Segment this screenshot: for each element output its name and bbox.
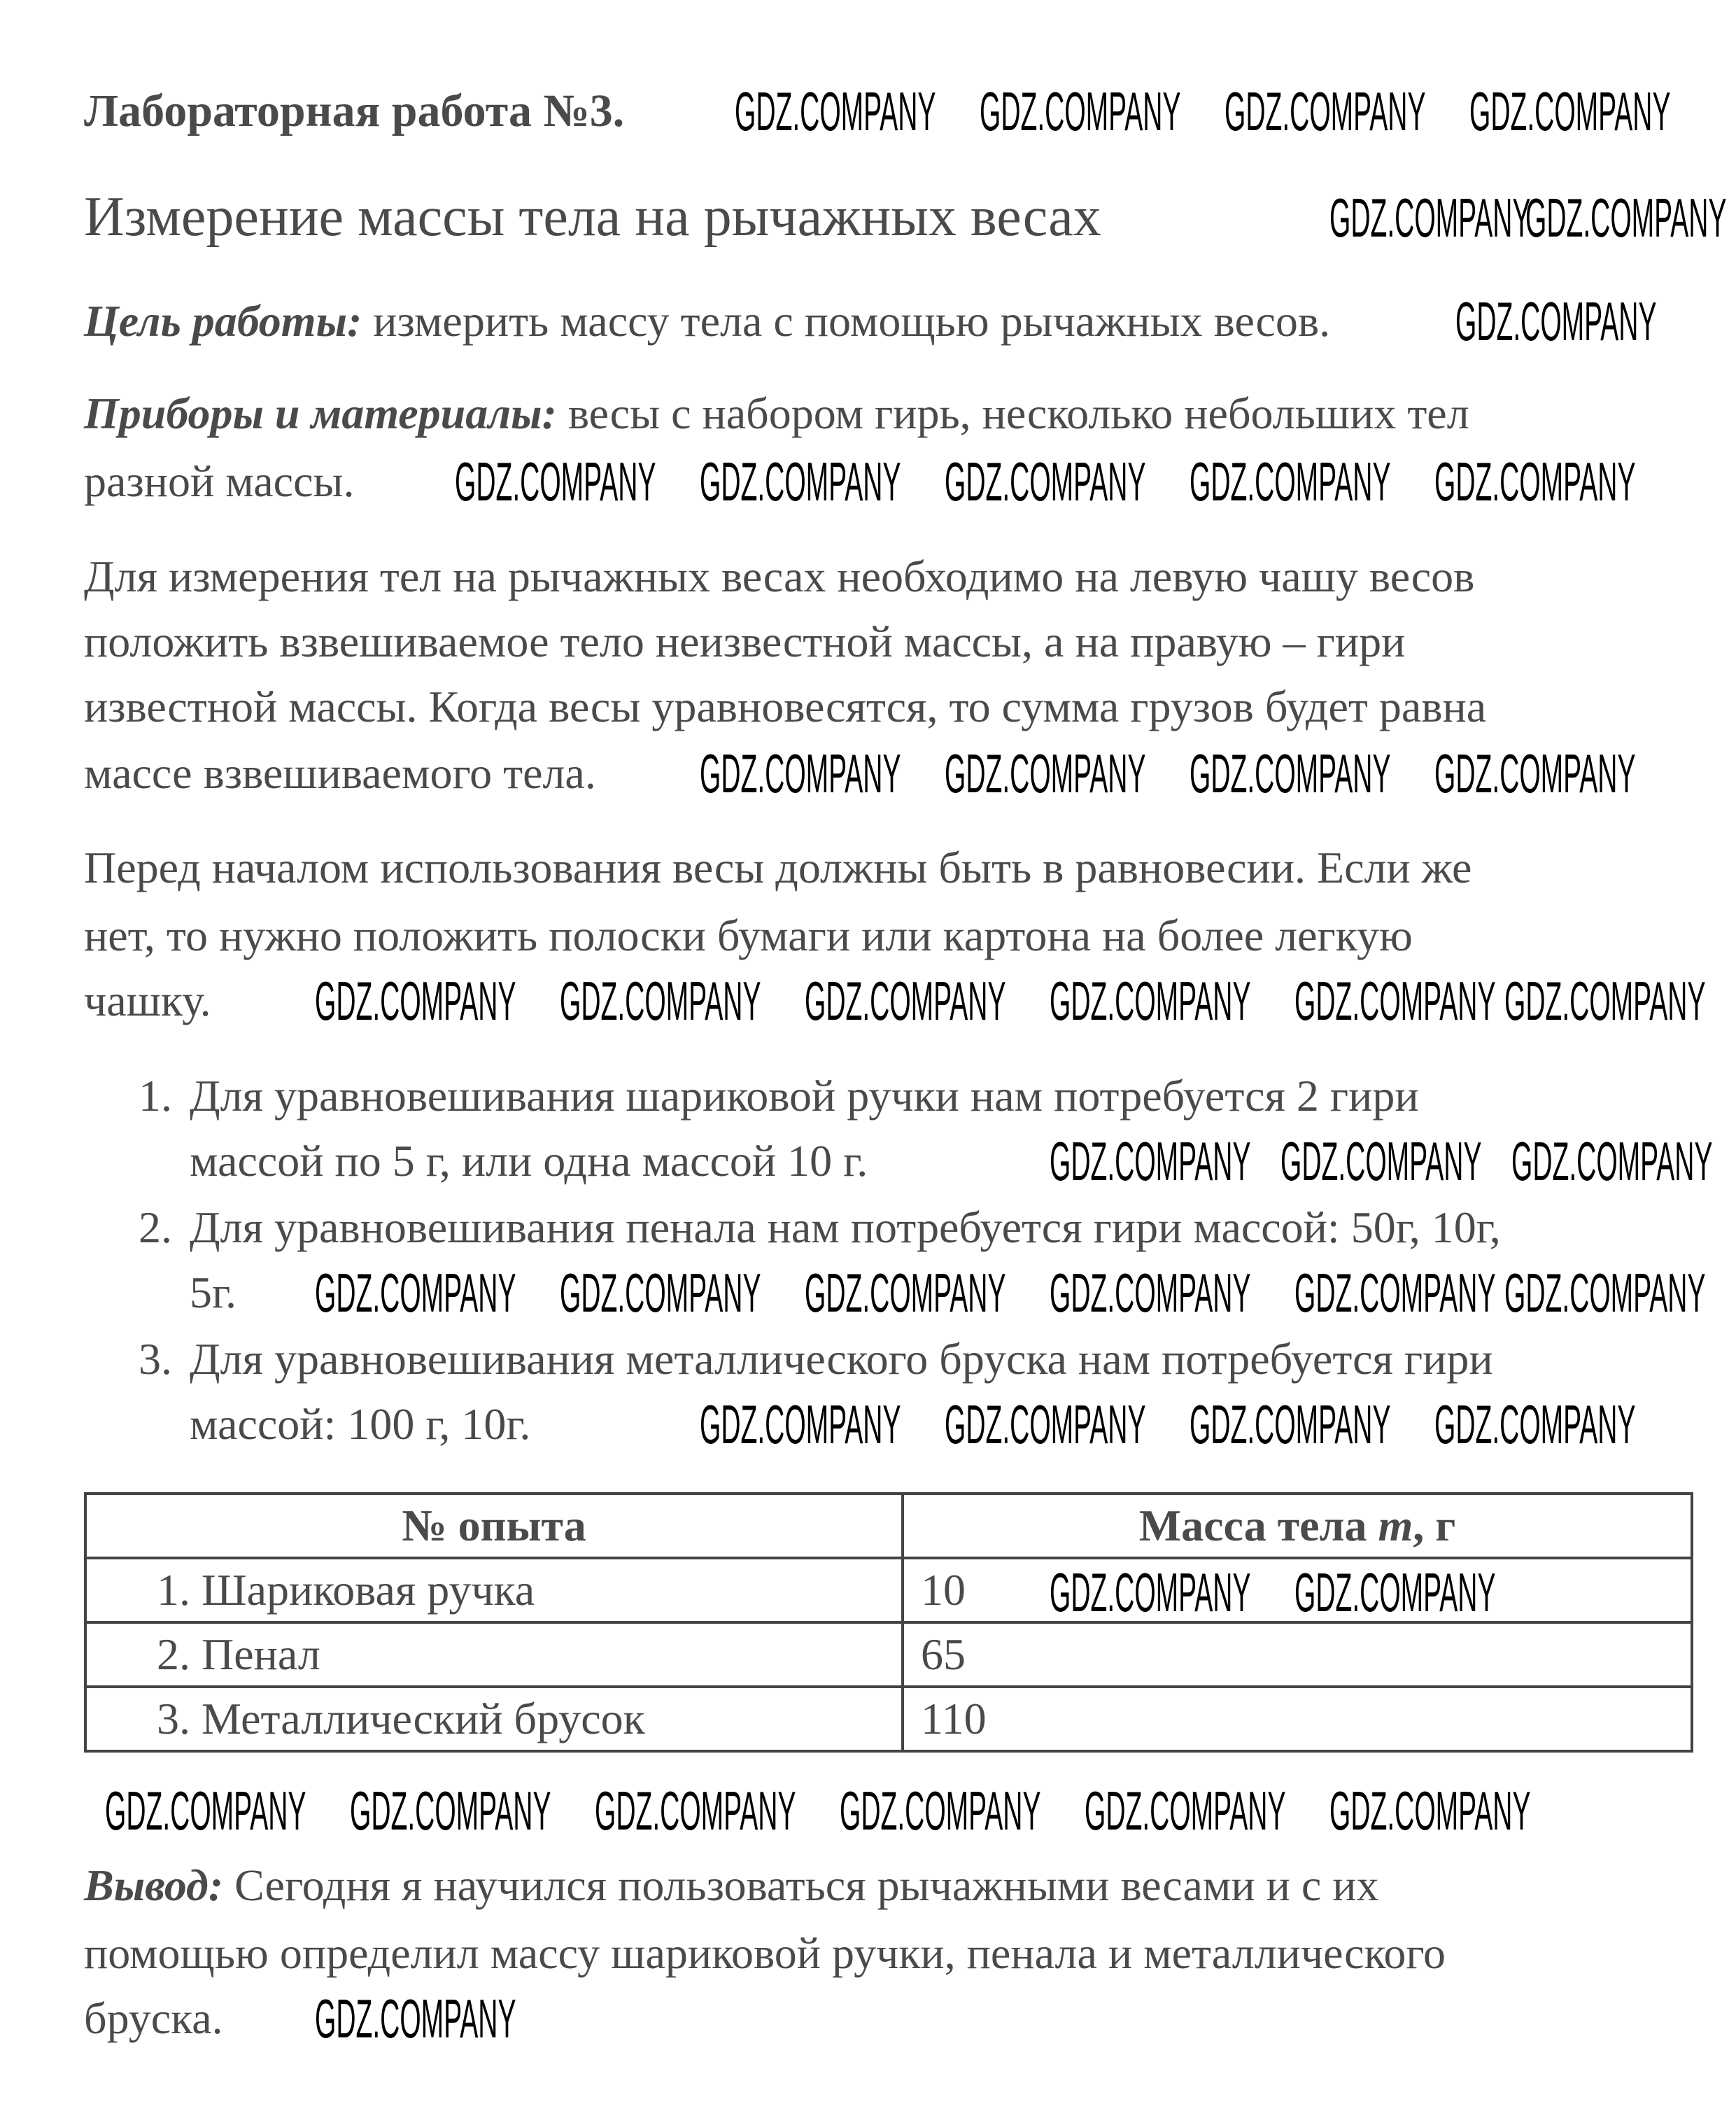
conclusion-cont: бруска. (84, 1993, 223, 2043)
watermark: GDZ.COMPANY (735, 80, 936, 142)
watermark: GDZ.COMPANY (1504, 970, 1706, 1032)
paragraph-line: положить взвешиваемое тело неизвестной массы, а на правую – гири (84, 617, 1406, 666)
watermark: GDZ.COMPANY (1469, 80, 1671, 142)
watermark: GDZ.COMPANY (1504, 1262, 1706, 1324)
header-experiment-no: № опыта (85, 1494, 903, 1558)
conclusion-cont: помощью определил массу шариковой ручки, пенала и металлического (84, 1928, 1446, 1978)
list-number: 2. (139, 1202, 172, 1252)
document-title: Лабораторная работа №3. (84, 85, 625, 136)
watermark: GDZ.COMPANY (1225, 80, 1426, 142)
materials-label: Приборы и материалы: (84, 388, 557, 438)
watermark: GDZ.COMPANY (1434, 743, 1636, 804)
cell-object: 2. Пенал (85, 1622, 903, 1687)
goal-label: Цель работы: (84, 296, 362, 346)
table-row (85, 1687, 1692, 1751)
watermark: GDZ.COMPANY (1434, 1394, 1636, 1455)
watermark: GDZ.COMPANY (700, 743, 901, 804)
watermark: GDZ.COMPANY (1434, 451, 1636, 512)
watermark: GDZ.COMPANY (560, 970, 761, 1032)
materials-text-cont: разной массы. (84, 456, 355, 506)
watermark: GDZ.COMPANY (350, 1780, 551, 1841)
list-number: 1. (139, 1071, 172, 1121)
list-item-cont: массой: 100 г, 10г. (190, 1399, 531, 1449)
watermark: GDZ.COMPANY (1294, 1561, 1496, 1623)
cell-object: 1. Шариковая ручка (85, 1558, 903, 1622)
watermark: GDZ.COMPANY (315, 1262, 516, 1324)
watermark: GDZ.COMPANY (1190, 743, 1391, 804)
conclusion-label: Вывод: (84, 1860, 224, 1910)
watermark: GDZ.COMPANY (805, 1262, 1006, 1324)
watermark: GDZ.COMPANY (1190, 451, 1391, 512)
header-mass-unit: , г (1413, 1501, 1456, 1550)
watermark: GDZ.COMPANY (1525, 187, 1727, 248)
table-row (85, 1622, 1692, 1687)
watermark: GDZ.COMPANY (980, 80, 1181, 142)
watermark: GDZ.COMPANY (945, 451, 1146, 512)
watermark: GDZ.COMPANY (1085, 1780, 1286, 1841)
paragraph-line: нет, то нужно положить полоски бумаги или картона на более легкую (84, 911, 1413, 960)
cell-object: 3. Металлический брусок (85, 1687, 903, 1751)
materials (84, 381, 1469, 447)
goal-text: измерить массу тела с помощью рычажных весов. (362, 296, 1331, 346)
materials-text: весы с набором гирь, несколько небольших тел (556, 388, 1469, 438)
watermark: GDZ.COMPANY (840, 1780, 1041, 1841)
paragraph-line: чашку. (84, 976, 211, 1025)
watermark: GDZ.COMPANY (1190, 1394, 1391, 1455)
list-item-cont: 5г. (190, 1268, 237, 1317)
conclusion-text: Сегодня я научился пользоваться рычажными весами и с их (223, 1860, 1379, 1910)
results-table (84, 1492, 1693, 1753)
table-header-row (85, 1494, 1692, 1558)
watermark: GDZ.COMPANY (315, 1988, 516, 2049)
watermark: GDZ.COMPANY (700, 1394, 901, 1455)
list-item: Для уравновешивания металлического бруска нам потребуется гири (190, 1334, 1493, 1384)
document-subtitle: Измерение массы тела на рычажных весах (84, 186, 1101, 248)
list-item: Для уравновешивания пенала нам потребуется гири массой: 50г, 10г, (190, 1202, 1501, 1252)
paragraph-line: известной массы. Когда весы уравновесятся, то сумма грузов будет равна (84, 682, 1487, 731)
paragraph-line: Для измерения тел на рычажных весах необходимо на левую чашу весов (84, 552, 1475, 601)
watermark: GDZ.COMPANY (1294, 970, 1496, 1032)
cell-mass: 10 (903, 1558, 1692, 1622)
watermark: GDZ.COMPANY (1329, 187, 1531, 248)
cell-mass: 110 (903, 1687, 1692, 1751)
header-mass-label: Масса тела (1138, 1501, 1378, 1550)
paragraph-line: Перед началом использования весы должны быть в равновесии. Если же (84, 843, 1472, 892)
watermark: GDZ.COMPANY (1050, 1561, 1251, 1623)
watermark: GDZ.COMPANY (1455, 290, 1657, 352)
list-item-cont: массой по 5 г, или одна массой 10 г. (190, 1136, 868, 1186)
goal (84, 288, 1330, 354)
header-mass (903, 1494, 1692, 1558)
watermark: GDZ.COMPANY (1511, 1130, 1713, 1192)
watermark: GDZ.COMPANY (1294, 1262, 1496, 1324)
list-number: 3. (139, 1334, 172, 1384)
watermark: GDZ.COMPANY (945, 743, 1146, 804)
watermark: GDZ.COMPANY (455, 451, 656, 512)
watermark: GDZ.COMPANY (1050, 970, 1251, 1032)
cell-mass: 65 (903, 1622, 1692, 1687)
watermark: GDZ.COMPANY (105, 1780, 306, 1841)
list-item: Для уравновешивания шариковой ручки нам потребуется 2 гири (190, 1071, 1419, 1121)
watermark: GDZ.COMPANY (1329, 1780, 1531, 1841)
watermark: GDZ.COMPANY (700, 451, 901, 512)
watermark: GDZ.COMPANY (560, 1262, 761, 1324)
header-mass-symbol: m (1378, 1501, 1413, 1550)
watermark: GDZ.COMPANY (1050, 1130, 1251, 1192)
table-row (85, 1558, 1692, 1622)
conclusion (84, 1853, 1379, 1918)
watermark: GDZ.COMPANY (1050, 1262, 1251, 1324)
watermark: GDZ.COMPANY (595, 1780, 796, 1841)
watermark: GDZ.COMPANY (805, 970, 1006, 1032)
watermark: GDZ.COMPANY (315, 970, 516, 1032)
watermark: GDZ.COMPANY (945, 1394, 1146, 1455)
paragraph-line: массе взвешиваемого тела. (84, 748, 596, 798)
watermark: GDZ.COMPANY (1280, 1130, 1482, 1192)
